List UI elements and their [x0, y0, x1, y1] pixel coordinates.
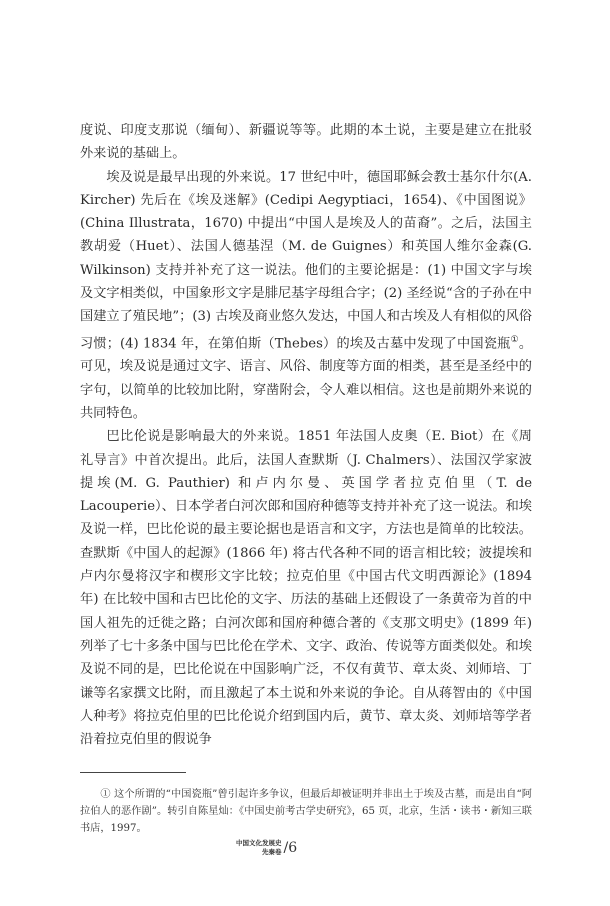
- footnote-text: ① 这个所谓的“中国瓷瓶”曾引起许多争议，但最后却被证明并非出土于埃及古墓，而是出自“阿拉伯人的恶作剧”。转引自陈星灿：《中国史前考古学史研究》，65 页，北京，生活・读书・新知三联书店，1997。: [80, 789, 532, 834]
- page-footer: [236, 835, 297, 861]
- footnote-divider: [80, 772, 186, 773]
- paragraph-egypt-theory: [80, 166, 532, 426]
- main-text: [80, 119, 532, 751]
- series-title: [236, 839, 282, 857]
- paragraph-egypt-text-b: 。可见，埃及说是通过文字、语言、风俗、制度等方面的相类，甚至是圣经中的字句，以简单的比较加比附，穿凿附会，令人难以相信。这也是前期外来说的共同特色。: [80, 336, 532, 421]
- footnote-reference[interactable]: ①: [510, 334, 519, 345]
- paragraph-continuation: 度说、印度支那说（缅甸）、新疆说等等。此期的本土说，主要是建立在批驳外来说的基础上。: [80, 123, 532, 162]
- series-title-line1: 中国文化发展史: [236, 839, 282, 847]
- series-title-line2: 先秦卷: [262, 848, 282, 856]
- paragraph-babylon-theory: 巴比伦说是影响最大的外来说。1851 年法国人皮奥（E. Biot）在《周礼导言》中首次提出。此后，法国人查默斯（J. Chalmers）、法国汉学家波提埃(M. G. Pauthier) 和卢内尔曼、英国学者拉克伯里（T. de Lacouperie）、日本学者白河次郎和国府种德等支持并补充了这一说法。和埃及说一样，巴比伦说的最主要论据也是语言和文字，方法也是简单的比较法。查默斯《中国人的起源》(1866 年) 将古代各种不同的语言相比较；波提埃和卢内尔曼将汉字和楔形文字比较；拉克伯里《中国古代文明西源论》(1894 年) 在比较中国和古巴比伦的文字、历法的基础上还假设了一条黄帝为首的中国人祖先的迁徙之路；白河次郎和国府种德合著的《支那文明史》(1899 年) 列举了七十多条中国与巴比伦在学术、文字、政治、传说等方面类似处。和埃及说不同的是，巴比伦说在中国影响广泛，不仅有黄节、章太炎、刘师培、丁谦等名家撰文比附，而且激起了本土说和外来说的争论。自从蒋智由的《中国人种考》将拉克伯里的巴比伦说介绍到国内后，黄节、章太炎、刘师培等学者沿着拉克伯里的假说争: [80, 429, 532, 748]
- paragraph-egypt-text-a: 埃及说是最早出现的外来说。17 世纪中叶，德国耶稣会教士基尔什尔(A. Kircher) 先后在《埃及迷解》(Cedipi Aegyptiaci，1654)、《中国图说》(China Illustrata，1670) 中提出“中国人是埃及人的苗裔”。之后，法国主教胡爱（Huet）、法国人德基涅（M. de Guignes）和英国人维尔金森(G. Wilkinson) 支持并补充了这一说法。他们的主要论据是：(1) 中国文字与埃及文字相类似，中国象形文字是腓尼基字母组合字；(2) 圣经说“含的子孙在中国建立了殖民地”；(3) 古埃及商业悠久发达，中国人和古埃及人有相似的风俗习惯；(4) 1834 年，在第伯斯（Thebes）的埃及古墓中发现了中国瓷瓶: [80, 169, 532, 352]
- page-number: /6: [283, 840, 298, 856]
